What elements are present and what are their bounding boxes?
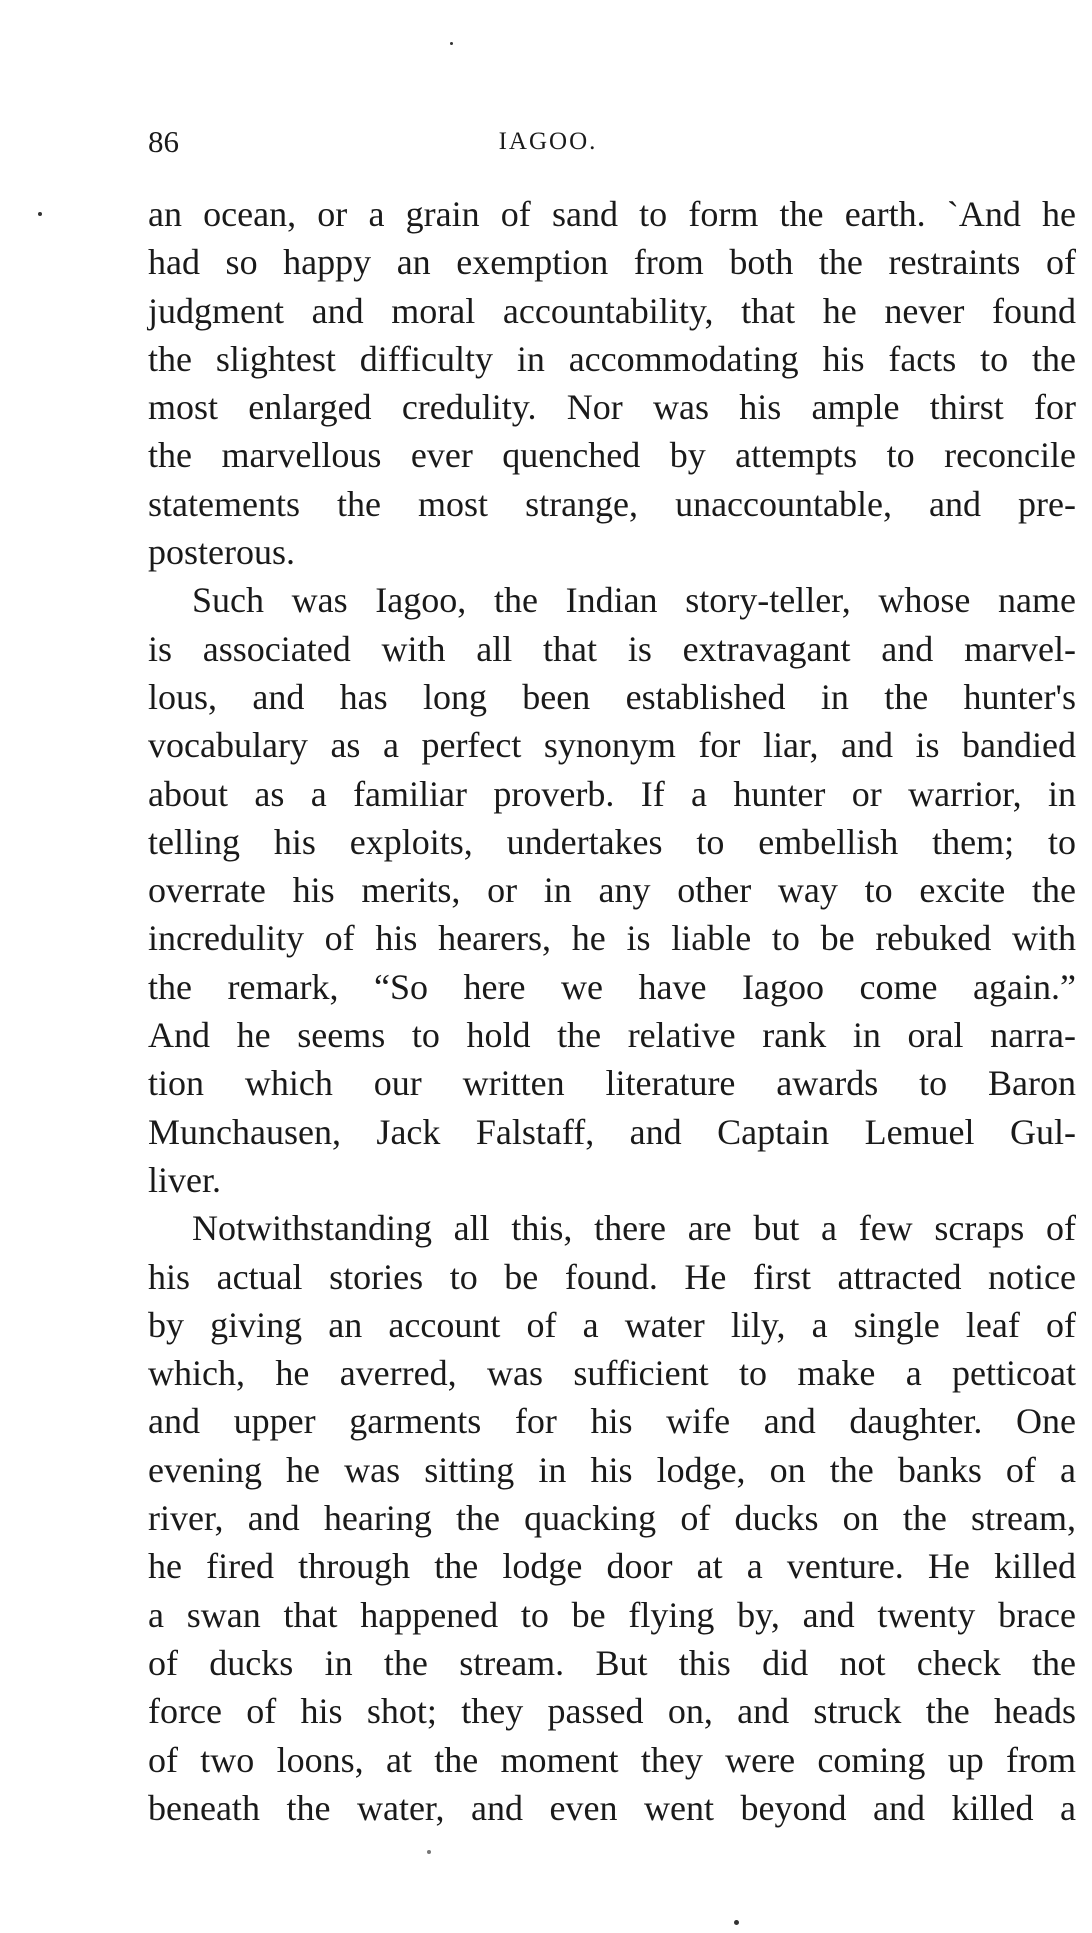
text-line: the remark, “So here we have Iagoo come again.” bbox=[148, 966, 1076, 1007]
print-speck bbox=[427, 1850, 431, 1854]
text-line: by giving an account of a water lily, a single leaf of bbox=[148, 1304, 1076, 1345]
text-line: river, and hearing the quacking of ducks on the stream, bbox=[148, 1498, 1076, 1539]
text-line: an ocean, or a grain of sand to form the earth. `And he bbox=[148, 194, 1076, 234]
text-line: And he seems to hold the relative rank in oral narra- bbox=[148, 1015, 1076, 1056]
text-line: telling his exploits, undertakes to embellish them; to bbox=[148, 821, 1076, 862]
text-line: beneath the water, and even went beyond and killed a bbox=[148, 1787, 1076, 1828]
print-speck bbox=[38, 212, 42, 216]
page-number: 86 bbox=[148, 124, 179, 159]
text-line: about as a familiar proverb. If a hunter or warrior, in bbox=[148, 773, 1076, 814]
text-line: evening he was sitting in his lodge, on the banks of a bbox=[148, 1449, 1076, 1490]
text-line: the slightest difficulty in accommodating his facts to the bbox=[148, 338, 1076, 379]
text-line: incredulity of his hearers, he is liable to be rebuked with bbox=[148, 918, 1076, 959]
body-text bbox=[148, 190, 1076, 1832]
text-line: is associated with all that is extravagant and marvel- bbox=[148, 628, 1076, 669]
paragraph bbox=[148, 1204, 1076, 1832]
text-line: of ducks in the stream. But this did not check the bbox=[148, 1642, 1076, 1683]
text-line: and upper garments for his wife and daughter. One bbox=[148, 1401, 1076, 1442]
text-line: vocabulary as a perfect synonym for liar, and is bandied bbox=[148, 725, 1076, 766]
paragraph bbox=[148, 576, 1076, 1204]
text-line: of two loons, at the moment they were coming up from bbox=[148, 1739, 1076, 1780]
running-head bbox=[148, 122, 948, 162]
text-line: overrate his merits, or in any other way to excite the bbox=[148, 870, 1076, 911]
text-line: Notwithstanding all this, there are but a few scraps of bbox=[192, 1208, 1076, 1249]
text-line: Munchausen, Jack Falstaff, and Captain Lemuel Gul- bbox=[148, 1111, 1076, 1152]
print-speck bbox=[450, 42, 453, 45]
text-line: force of his shot; they passed on, and struck the heads bbox=[148, 1691, 1076, 1732]
text-line: his actual stories to be found. He first attracted notice bbox=[148, 1256, 1076, 1297]
running-title: IAGOO. bbox=[498, 128, 598, 155]
text-line: lous, and has long been established in the hunter's bbox=[148, 676, 1076, 717]
print-speck bbox=[734, 1920, 739, 1925]
text-line: judgment and moral accountability, that he never found bbox=[148, 290, 1076, 331]
text-line: he fired through the lodge door at a venture. He killed bbox=[148, 1546, 1076, 1587]
text-line: statements the most strange, unaccountable, and pre- bbox=[148, 483, 1076, 524]
text-line: posterous. bbox=[148, 532, 295, 573]
text-line: tion which our written literature awards to Baron bbox=[148, 1063, 1076, 1104]
text-line: most enlarged credulity. Nor was his ample thirst for bbox=[148, 387, 1076, 428]
paragraph bbox=[148, 190, 1076, 576]
text-line: a swan that happened to be flying by, and twenty brace bbox=[148, 1594, 1076, 1635]
text-line: liver. bbox=[148, 1159, 221, 1200]
text-line: had so happy an exemption from both the restraints of bbox=[148, 242, 1076, 283]
text-line: which, he averred, was sufficient to make a petticoat bbox=[148, 1353, 1076, 1394]
text-line: the marvellous ever quenched by attempts to reconcile bbox=[148, 435, 1076, 476]
text-line: Such was Iagoo, the Indian story-teller, whose name bbox=[192, 580, 1076, 621]
